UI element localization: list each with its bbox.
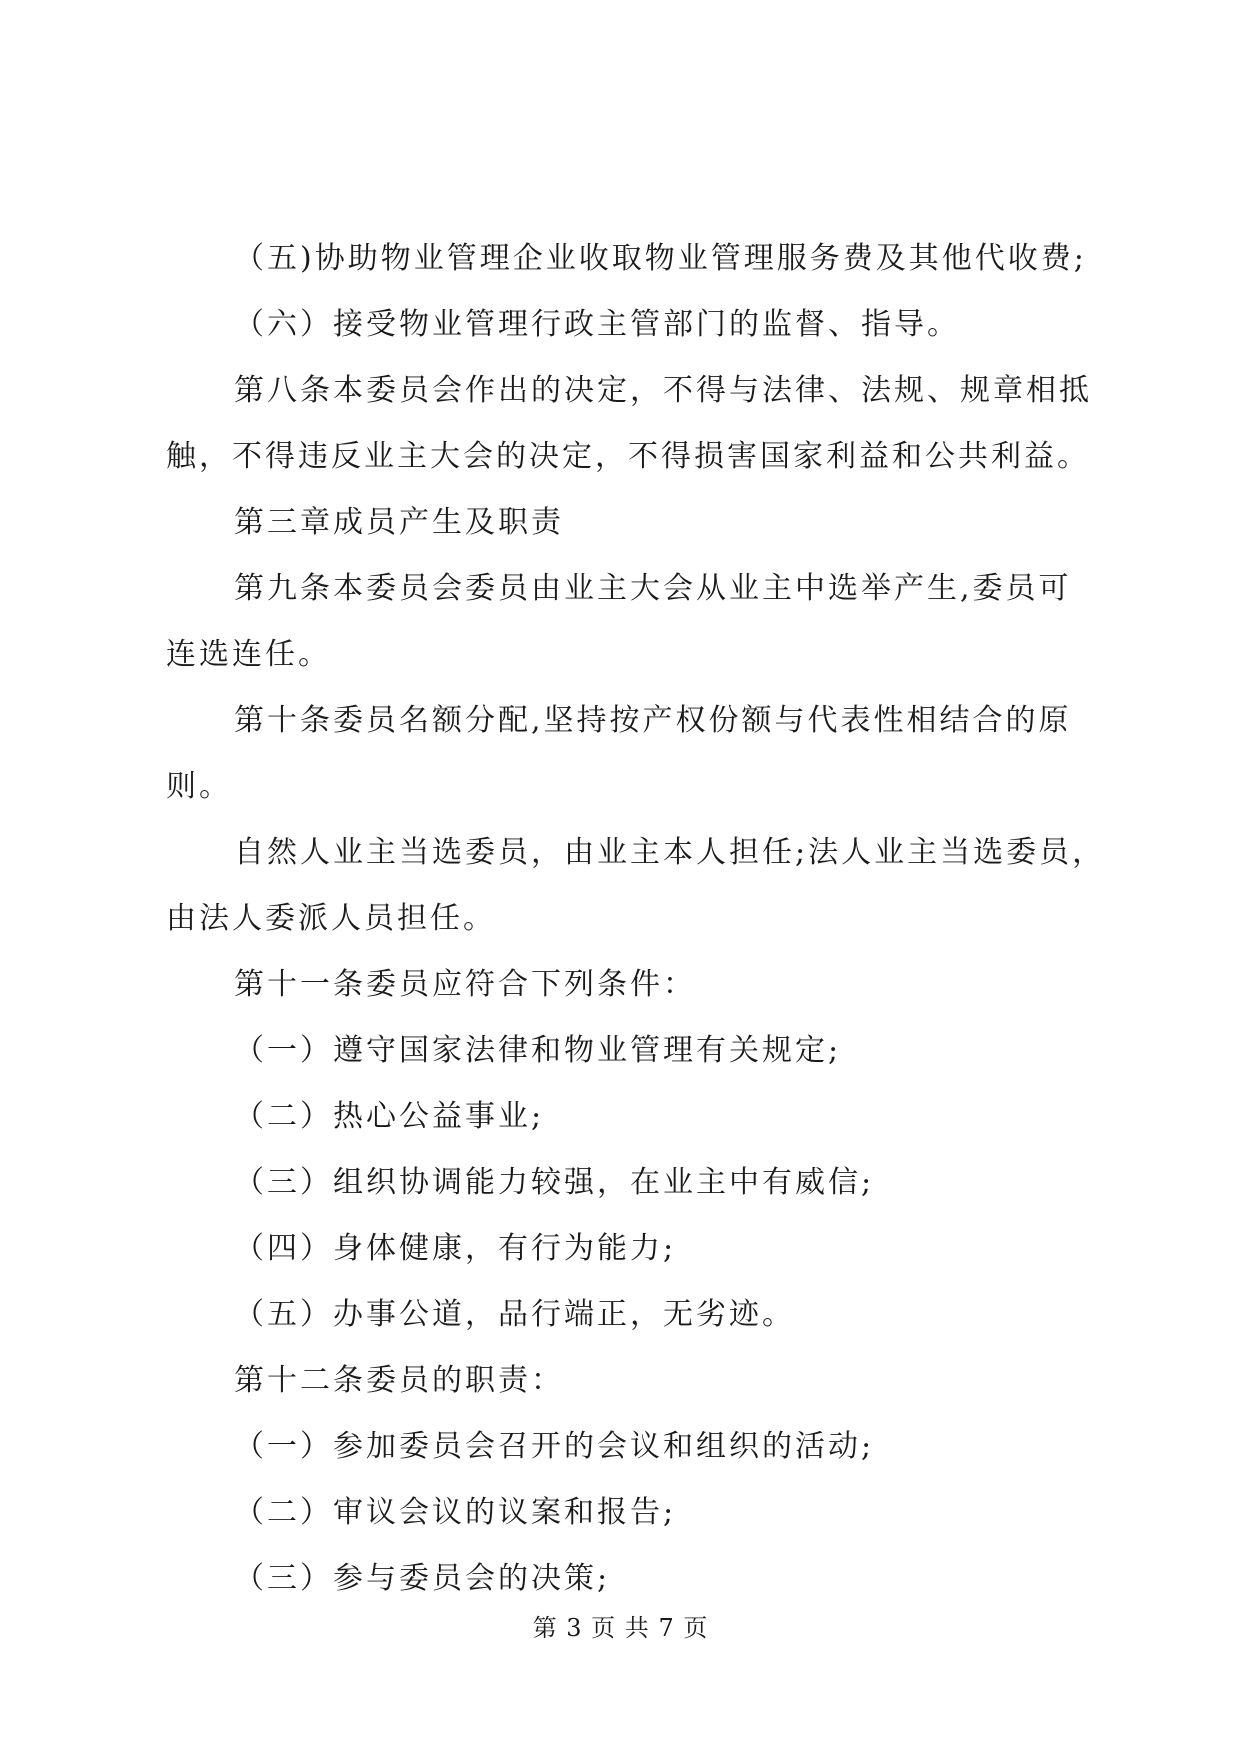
text-line: 第三章成员产生及职责 xyxy=(234,505,564,540)
text-line: （一）遵守国家法律和物业管理有关规定; xyxy=(234,1033,842,1068)
list-item xyxy=(166,1216,1101,1282)
text-line: （一）参加委员会召开的会议和组织的活动; xyxy=(234,1429,875,1464)
text-line: 自然人业主当选委员，由业主本人担任;法人业主当选委员， xyxy=(234,835,1106,870)
page-number-footer: 第 3 页 共 7 页 xyxy=(532,1614,709,1642)
text-line: （三）参与委员会的决策; xyxy=(234,1561,611,1596)
list-item xyxy=(166,1414,1101,1480)
paragraph-7 xyxy=(166,820,1106,952)
text-line: 则。 xyxy=(166,769,232,804)
text-line: 第九条本委员会委员由业主大会从业主中选举产生,委员可 xyxy=(234,571,1072,606)
text-line: 连选连任。 xyxy=(166,637,331,672)
paragraph-2 xyxy=(166,292,1101,358)
text-line: 第十一条委员应符合下列条件： xyxy=(234,967,696,1002)
list-item xyxy=(166,1282,1101,1348)
text-line: （四）身体健康，有行为能力; xyxy=(234,1231,677,1266)
paragraph-5 xyxy=(166,556,1101,688)
paragraph-8 xyxy=(166,952,1101,1018)
text-line: 由法人委派人员担任。 xyxy=(166,901,496,936)
text-line: （五）办事公道，品行端正，无劣迹。 xyxy=(234,1297,795,1332)
list-item xyxy=(166,1018,1101,1084)
text-line: （三）组织协调能力较强，在业主中有威信; xyxy=(234,1165,875,1200)
text-line: （二）审议会议的议案和报告; xyxy=(234,1495,677,1530)
list-item xyxy=(166,1150,1101,1216)
paragraph-6 xyxy=(166,688,1101,820)
list-item xyxy=(166,1084,1101,1150)
text-line: 触，不得违反业主大会的决定，不得损害国家利益和公共利益。 xyxy=(166,439,1090,474)
document-body xyxy=(166,226,1106,1612)
paragraph-14 xyxy=(166,1348,1101,1414)
text-line: （六）接受物业管理行政主管部门的监督、指导。 xyxy=(234,307,960,342)
text-line: 第十条委员名额分配,坚持按产权份额与代表性相结合的原 xyxy=(234,703,1072,738)
text-line: （五)协助物业管理企业收取物业管理服务费及其他代收费; xyxy=(234,241,1087,276)
list-item xyxy=(166,1480,1101,1546)
paragraph-3 xyxy=(166,358,1101,490)
chapter-heading xyxy=(166,490,1101,556)
list-item xyxy=(166,1546,1101,1612)
text-line: （二）热心公益事业; xyxy=(234,1099,545,1134)
text-line: 第八条本委员会作出的决定，不得与法律、法规、规章相抵 xyxy=(234,373,1092,408)
paragraph-1 xyxy=(166,226,1101,292)
text-line: 第十二条委员的职责： xyxy=(234,1363,564,1398)
